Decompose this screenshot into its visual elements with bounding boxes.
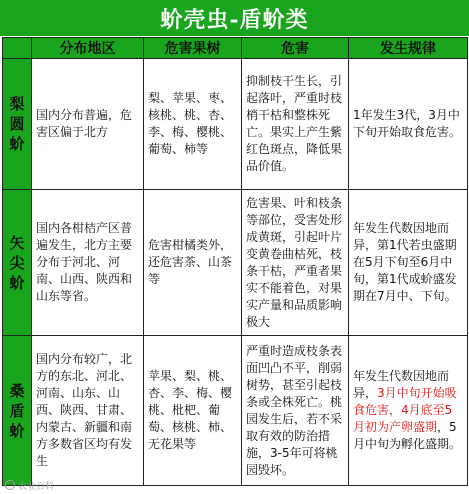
table-row (3, 59, 468, 190)
distribution-cell: 国内分布普遍，危害区偏于北方 (32, 59, 144, 190)
pest-name-char: 尖 (9, 253, 25, 272)
watermark-text: 农业百科 (18, 481, 55, 492)
pest-name-char: 圆 (9, 115, 25, 133)
pest-name-cell (3, 59, 32, 190)
header-pattern: 发生规律 (349, 38, 468, 59)
damage-cell: 抑制枝干生长，引起落叶，严重时枝梢干枯和整株死亡。果实上产生紫红色斑点，降低果品价值。 (242, 59, 349, 190)
pest-name-cell (3, 336, 32, 486)
hosts-cell: 苹果、梨、桃、杏、李、梅、樱桃、枇杷、葡萄、核桃、柿、无花果等 (144, 336, 242, 486)
pattern-text: ，5月中旬为孵化盛期。 (353, 420, 462, 451)
pest-name-char: 盾 (9, 401, 25, 420)
pest-name-cell (3, 190, 32, 336)
watermark-logo-icon (5, 480, 15, 490)
pattern-highlight-text: 3月中旬开始吸食危害，4月底至5月初为产卵盛期 (353, 386, 457, 434)
damage-cell: 严重时造成枝条表面凹凸不平，削弱树势，甚至引起枝条或全株死亡。桃园发生后，若不采取有效的防治措施，3-5年可将桃园毁坏。 (242, 336, 349, 486)
header-hosts: 危害果树 (144, 38, 242, 59)
header-distribution: 分布地区 (32, 38, 144, 59)
pest-table (2, 37, 468, 486)
pest-name-char: 蚧 (9, 135, 25, 153)
header-row (3, 38, 468, 59)
pest-name-char: 蚧 (9, 273, 25, 292)
page-title: 蚧壳虫-盾蚧类 (160, 6, 309, 33)
damage-cell: 危害果、叶和枝条等部位，受害处形成黄斑，引起叶片变黄卷曲枯死，枝条干枯，严重者果实不能着色，对果实产量和品质影响极大 (242, 190, 349, 336)
pattern-cell (349, 336, 468, 486)
pattern-text: 1年发生3代，3月中下旬开始取食危害。 (353, 108, 462, 139)
hosts-cell: 危害柑橘类外，还危害茶、山茶等 (144, 190, 242, 336)
title-bar (0, 0, 469, 36)
header-name (3, 38, 32, 59)
pattern-text: 年发生代数因地而异， (353, 369, 450, 400)
pest-name-char: 蚧 (9, 421, 25, 440)
pest-name-char: 矢 (9, 233, 25, 252)
hosts-cell: 梨、苹果、枣、核桃、桃、杏、李、梅、樱桃、葡萄、柿等 (144, 59, 242, 190)
table-row (3, 190, 468, 336)
header-damage: 危害 (242, 38, 349, 59)
table-row (3, 336, 468, 486)
pattern-cell (349, 190, 468, 336)
watermark (5, 478, 54, 492)
distribution-cell: 国内各柑桔产区普遍发生，北方主要分布于河北、河南、山西、陕西和山东等省。 (32, 190, 144, 336)
pest-name-char: 桑 (9, 381, 25, 400)
distribution-cell: 国内分布较广，北方的东北、河北、河南、山东、山西、陕西、甘肃、内蒙古、新疆和南方多数省区均有发生 (32, 336, 144, 486)
pest-name-char: 梨 (9, 95, 25, 113)
pattern-text: 年发生代数因地而异，第1代若虫盛期在5月下旬至6月中旬，第1代成蚧盛发期在7月中、下旬。 (353, 221, 457, 303)
pattern-cell (349, 59, 468, 190)
